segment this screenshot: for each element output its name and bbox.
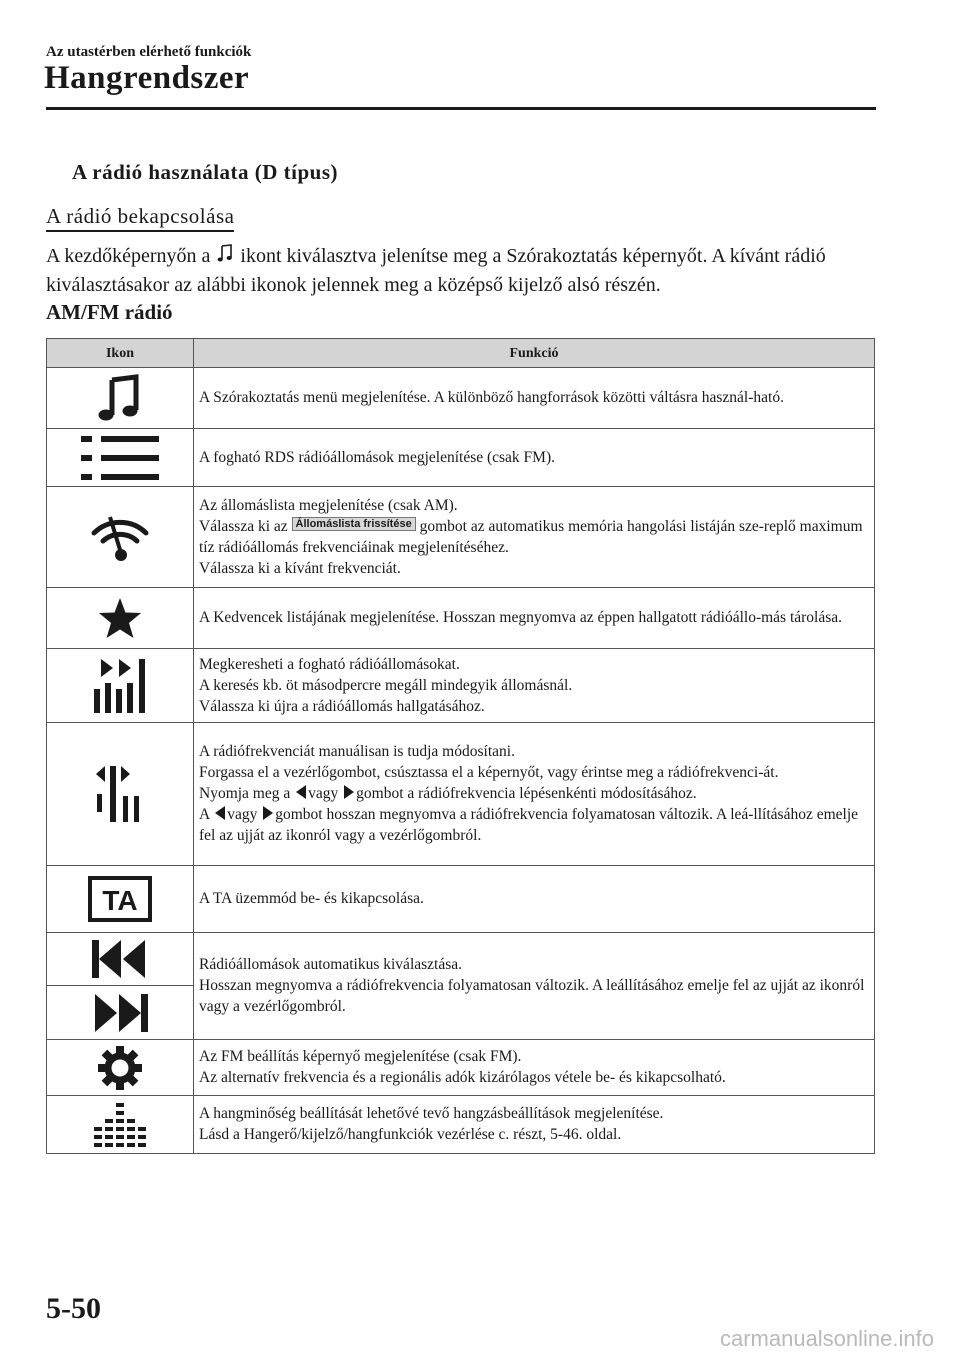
table-row xyxy=(47,487,875,588)
station-list-refresh-button: Állomáslista frissítése xyxy=(292,517,416,531)
antenna-icon xyxy=(89,511,151,563)
icon-cell xyxy=(47,1040,194,1096)
triangle-left-icon xyxy=(296,785,306,799)
ta-icon xyxy=(88,876,152,922)
table-header-row xyxy=(47,339,875,368)
breadcrumb: Az utastérben elérhető funkciók xyxy=(46,44,252,60)
equalizer-icon xyxy=(93,1103,147,1147)
table-row xyxy=(47,933,875,1040)
description-line: Az állomáslista megjelenítése (csak AM). xyxy=(199,496,458,514)
band-label: AM/FM rádió xyxy=(46,300,173,324)
icon-cell xyxy=(47,866,194,933)
icon-cell xyxy=(47,588,194,649)
function-description: Rádióállomások automatikus kiválasztása. Hosszan megnyomva a rádiófrekvencia folyamatosan változik. A leállításához emelje fel az ujját az ikonról vagy a vezérlőgombról. xyxy=(194,933,875,1040)
star-icon xyxy=(98,597,142,639)
triangle-left-icon xyxy=(215,806,225,820)
triangle-right-icon xyxy=(263,806,273,820)
table-row xyxy=(47,1096,875,1154)
function-description: A hangminőség beállítását lehetővé tevő hangzásbeállítások megjelenítése. Lásd a Hangerő/kijelző/hangfunkciók vezérlése c. részt, 5-46. oldal. xyxy=(194,1096,875,1154)
function-description: Megkeresheti a fogható rádióállomásokat. A keresés kb. öt másodpercre megáll mindegyik állomásnál. Válassza ki újra a rádióállomás hallgatásához. xyxy=(194,649,875,723)
description-line: Válassza ki az Állomáslista frissítése gombot az automatikus memória hangolási listáján sze-replő maximum tíz rádióállomás frekvenciáinak megjelenítéséhez. xyxy=(199,517,863,556)
triangle-right-icon xyxy=(344,785,354,799)
icon-cell xyxy=(47,723,194,866)
table-row xyxy=(47,368,875,429)
gear-icon xyxy=(97,1045,143,1091)
list-icon xyxy=(81,436,159,480)
function-description: A TA üzemmód be- és kikapcsolása. xyxy=(194,866,875,933)
icon-cell xyxy=(47,933,194,1040)
seek-forward-icon xyxy=(92,994,148,1032)
scan-icon xyxy=(89,659,151,713)
function-description: A fogható RDS rádióállomások megjelenítése (csak FM). xyxy=(194,429,875,487)
table-row xyxy=(47,649,875,723)
description-line: Válassza ki a kívánt frekvenciát. xyxy=(199,559,401,577)
table-row xyxy=(47,723,875,866)
function-description: A Szórakoztatás menü megjelenítése. A különböző hangforrások közötti váltásra használ-ható. xyxy=(194,368,875,429)
sub-heading: A rádió bekapcsolása xyxy=(46,204,234,232)
intro-text-after: ikont kiválasztva jelenítse meg a Szórakoztatás képernyőt. A kívánt rádió kiválasztásakor az alábbi ikonok jelennek meg a középső kijelző alsó részén. xyxy=(46,245,826,296)
column-header-function: Funkció xyxy=(194,339,875,368)
section-heading: A rádió használata (D típus) xyxy=(72,160,339,184)
icon-cell xyxy=(47,368,194,429)
icon-cell xyxy=(47,649,194,723)
icon-cell xyxy=(47,487,194,588)
function-description xyxy=(194,487,875,588)
manual-tune-icon xyxy=(91,766,149,822)
table-row xyxy=(47,866,875,933)
function-description: Az FM beállítás képernyő megjelenítése (csak FM). Az alternatív frekvencia és a regionális adók kizárólagos vétele be- és kikapcsolható. xyxy=(194,1040,875,1096)
function-table xyxy=(46,338,875,1154)
table-row xyxy=(47,1040,875,1096)
page-number: 5-50 xyxy=(46,1292,101,1325)
page-title: Hangrendszer xyxy=(44,60,250,96)
seek-back-icon xyxy=(92,940,148,978)
table-row xyxy=(47,429,875,487)
table-row xyxy=(47,588,875,649)
icon-cell xyxy=(47,429,194,487)
intro-paragraph xyxy=(46,242,886,300)
column-header-icon: Ikon xyxy=(47,339,194,368)
function-description: A Kedvencek listájának megjelenítése. Hosszan megnyomva az éppen hallgatott rádióállo-más tárolása. xyxy=(194,588,875,649)
music-note-icon xyxy=(94,372,146,424)
intro-text-before: A kezdőképernyőn a xyxy=(46,245,211,267)
svg-text:TA: TA xyxy=(102,885,138,916)
function-description: A rádiófrekvenciát manuálisan is tudja módosítani. Forgassa el a vezérlőgombot, csúsztassa el a képernyőt, vagy érintse meg a rádiófrekvenci-át. Nyomja meg a vagy gombot a rádiófrekvencia lépésenkénti módosításához. A vagy gombot hosszan megnyomva a rádiófrekvencia folyamatosan változik. A leá-llításához emelje fel az ujját az ikonról vagy a vezérlőgombról. xyxy=(194,723,875,866)
icon-cell xyxy=(47,1096,194,1154)
watermark: carmanualsonline.info xyxy=(719,1326,934,1351)
title-rule xyxy=(46,107,876,110)
music-note-inline-icon xyxy=(217,244,233,264)
